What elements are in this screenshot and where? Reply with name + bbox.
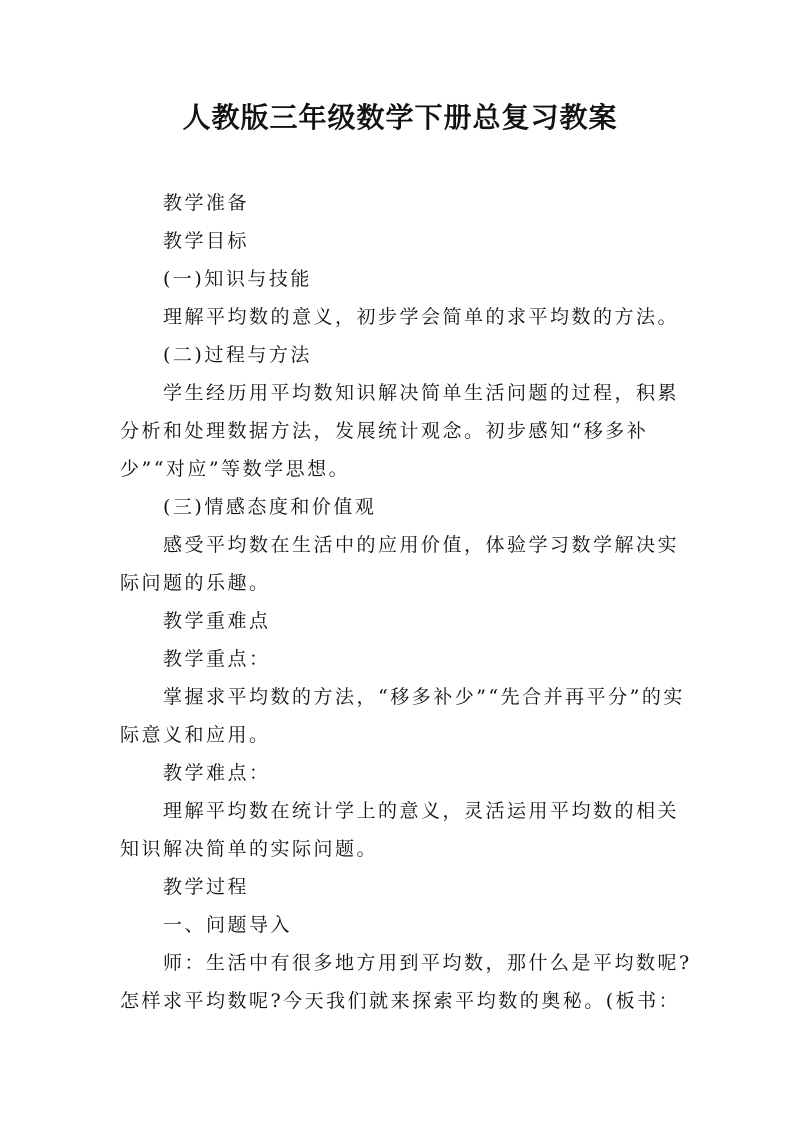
paragraph: 师：生活中有很多地方用到平均数，那什么是平均数呢?怎样求平均数呢?今天我们就来探索平均数的奥秘。(板书： <box>120 952 692 1012</box>
document-body <box>120 184 700 1020</box>
paragraph: 理解平均数在统计学上的意义，灵活运用平均数的相关知识解决简单的实际问题。 <box>120 800 680 860</box>
paragraph: 教学重点： <box>120 648 271 670</box>
paragraph: 一、问题导入 <box>120 914 293 936</box>
paragraph: (三)情感态度和价值观 <box>120 496 377 518</box>
paragraph: (二)过程与方法 <box>120 344 312 366</box>
paragraph: 教学准备 <box>120 192 250 214</box>
paragraph: 掌握求平均数的方法，“移多补少”“先合并再平分”的实际意义和应用。 <box>120 686 685 746</box>
paragraph: 感受平均数在生活中的应用价值，体验学习数学解决实际问题的乐趣。 <box>120 534 680 594</box>
paragraph: 学生经历用平均数知识解决简单生活问题的过程，积累分析和处理数据方法，发展统计观念。初步感知“移多补少”“对应”等数学思想。 <box>120 382 680 480</box>
paragraph: (一)知识与技能 <box>120 268 312 290</box>
document-title: 人教版三年级数学下册总复习教案 <box>182 101 618 134</box>
paragraph: 教学过程 <box>120 876 250 898</box>
paragraph: 教学难点： <box>120 762 271 784</box>
paragraph: 理解平均数的意义，初步学会简单的求平均数的方法。 <box>120 306 680 328</box>
paragraph: 教学重难点 <box>120 610 271 632</box>
paragraph: 教学目标 <box>120 230 250 252</box>
